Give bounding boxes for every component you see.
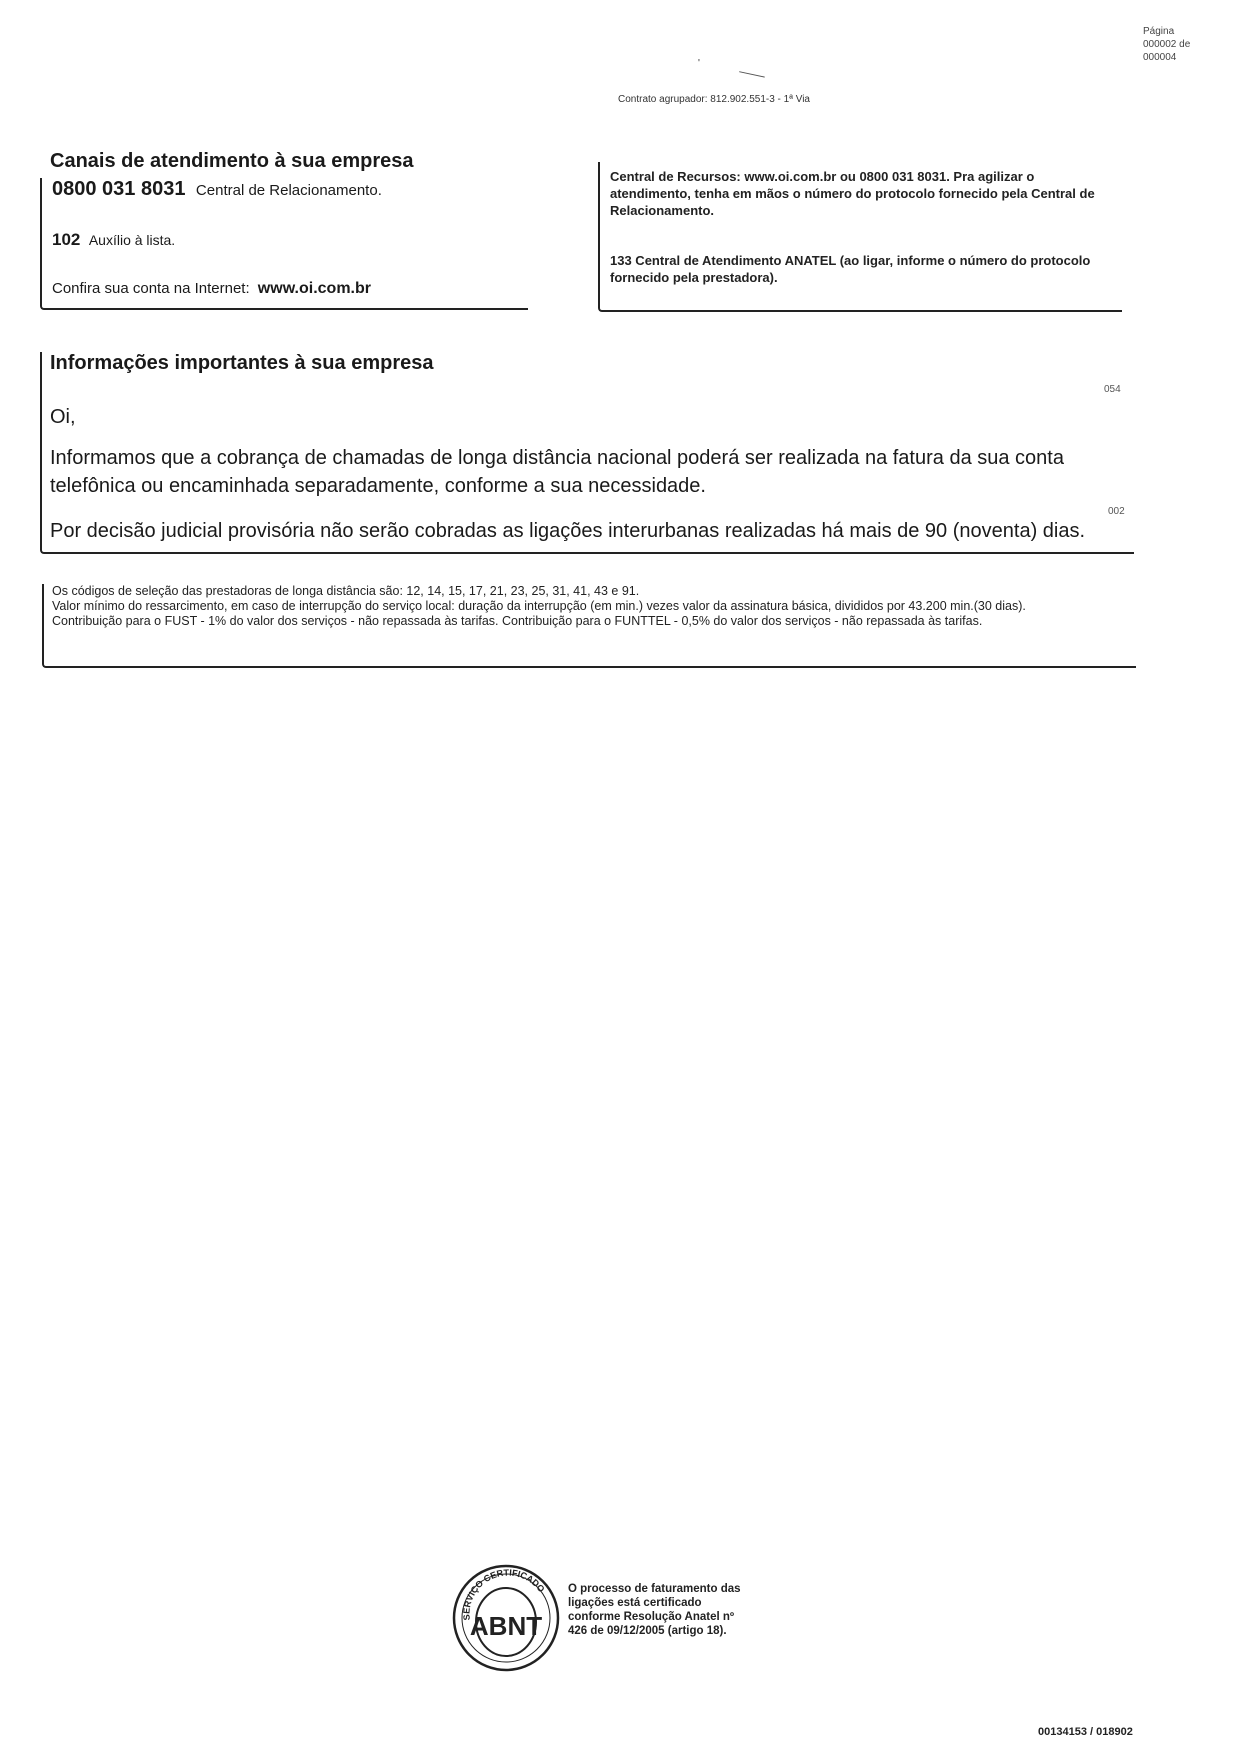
help-number: 102 xyxy=(52,230,81,249)
info-paragraph-1: Informamos que a cobrança de chamadas de longa distância nacional poderá ser realizada na fatura da sua conta telefônica ou encaminhada separadamente, conforme a sua necessidade. xyxy=(50,447,1064,497)
seal-abnt-text: ABNT xyxy=(469,1611,543,1641)
abnt-seal-icon xyxy=(446,1556,566,1676)
web-link[interactable]: www.oi.com.br xyxy=(257,280,371,297)
footer-code: 00134153 / 018902 xyxy=(1038,1726,1133,1738)
note-refund: Valor mínimo do ressarcimento, em caso de interrupção do serviço local: duração da interrupção (em min.) vezes valor da assinatura básica, divididos por 43.200 min.(30 dias). xyxy=(52,599,1026,613)
legal-notes-section xyxy=(42,584,1136,668)
anatel-text: 133 Central de Atendimento ANATEL (ao ligar, informe o número do protocolo fornecido pela prestadora). xyxy=(610,253,1091,285)
resources-section xyxy=(598,162,1122,312)
note-selection-codes: Os códigos de seleção das prestadoras de longa distância são: 12, 14, 15, 17, 21, 23, 25, 31, 41, 43 e 91. xyxy=(52,584,640,598)
scan-dot: ' xyxy=(698,58,700,69)
greeting: Oi, xyxy=(50,406,76,428)
note-contributions: Contribuição para o FUST - 1% do valor dos serviços - não repassada às tarifas. Contribuição para o FUNTTEL - 0,5% do valor dos serviços - não repassada às tarifas. xyxy=(52,614,983,628)
info-code-b: 002 xyxy=(1108,506,1125,517)
scan-stroke xyxy=(739,61,767,77)
relationship-phone-desc: Central de Relacionamento. xyxy=(195,182,382,199)
help-line xyxy=(52,230,175,250)
resources-text: Central de Recursos: www.oi.com.br ou 0800 031 8031. Pra agilizar o atendimento, tenha em mãos o número do protocolo fornecido pela Central de Relacionamento. xyxy=(610,169,1095,218)
page-indicator xyxy=(1143,25,1233,64)
relationship-phone-number: 0800 031 8031 xyxy=(52,178,186,200)
channels-title: Canais de atendimento à sua empresa xyxy=(50,150,414,172)
help-desc: Auxílio à lista. xyxy=(88,232,176,248)
seal-ring-text: SERVIÇO CERTIFICADO xyxy=(461,1567,547,1621)
info-paragraph-2: Por decisão judicial provisória não serão cobradas as ligações interurbanas realizadas há mais de 90 (noventa) dias. xyxy=(50,520,1086,542)
important-info-title: Informações importantes à sua empresa xyxy=(50,352,434,374)
abnt-seal xyxy=(446,1556,566,1676)
info-code-a: 054 xyxy=(1104,384,1121,395)
web-line xyxy=(52,280,371,298)
web-label: Confira sua conta na Internet: xyxy=(52,280,250,297)
channels-section xyxy=(40,150,526,310)
page-label: Página xyxy=(1143,26,1175,37)
page-number: 000002 de xyxy=(1143,39,1191,50)
contract-number: Contrato agrupador: 812.902.551-3 - 1ª Via xyxy=(618,94,810,105)
certification-text: O processo de faturamento das ligações está certificado conforme Resolução Anatel nº 426 de 09/12/2005 (artigo 18). xyxy=(568,1583,741,1637)
important-info-section xyxy=(40,352,1134,554)
legal-notes xyxy=(52,584,1132,629)
relationship-phone-line xyxy=(52,178,382,201)
page-total: 000004 xyxy=(1143,52,1177,63)
